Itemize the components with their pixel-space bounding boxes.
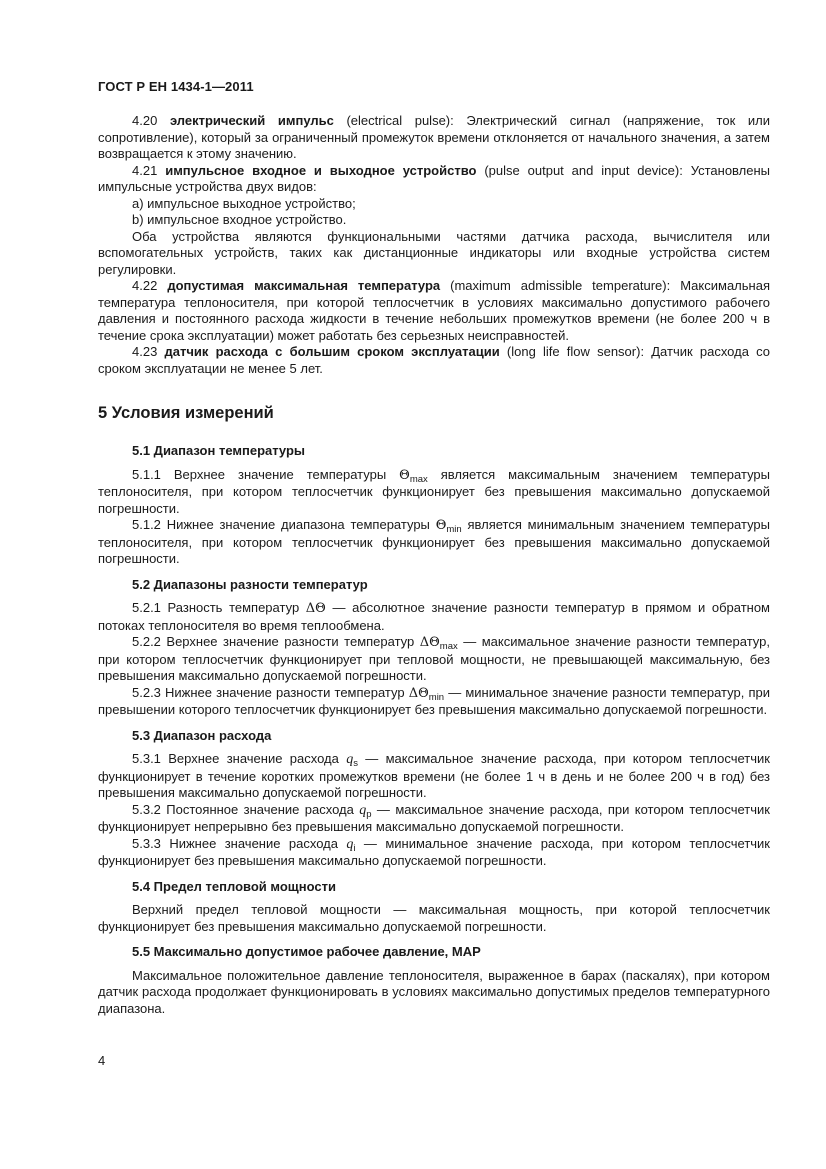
list-item: a) импульсное выходное устройство;: [132, 195, 356, 211]
document-body: [98, 113, 770, 1017]
theta-symbol: Θ: [435, 518, 447, 533]
section-title: 5 Условия измерений: [98, 404, 274, 422]
paragraph-5-3-1: 5.3.1 Верхнее значение расхода $q_s$ — максимальное значение расхода, при котором теплосчетчик функционирует в течение коротких промежутков времени (не более 1 ч в день и не более 200 ч в год) без превышения максимально допускаемой погрешности.: [98, 751, 770, 800]
paragraph-5-3-2: 5.3.2 Постоянное значение расхода $q_p$ — максимальное значение расхода, при котором теплосчетчик функционирует непрерывно без превышения максимально допускаемой погрешности.: [98, 801, 770, 834]
definition-4-20: 4.20 электрический импульс (electrical pulse): Электрический сигнал (напряжение, ток или сопротивление), который за ограниченный промежуток времени отклоняется от начального значения, а затем возвращается к этому значению.: [98, 113, 770, 161]
document-header: ГОСТ Р ЕН 1434-1—2011: [98, 79, 254, 94]
term: датчик расхода с большим сроком эксплуатации: [164, 344, 500, 359]
paragraph: Оба устройства являются функциональными частями датчика расхода, вычислителя или вспомогательных устройств, таких как дистанционные индикаторы или входные устройства систем регулировки.: [98, 228, 770, 277]
paragraph-5-1-2: 5.1.2 Нижнее значение диапазона температуры $\Theta_{min}$ является минимальным значением температуры теплоносителя, при котором теплосчетчик функционирует без превышения максимально допускаемой погрешности.: [98, 517, 770, 566]
term: импульсное входное и выходное устройство: [165, 162, 477, 178]
paragraph-5-5: Максимальное положительное давление теплоносителя, выраженное в барах (паскалях), при котором датчик расхода продолжает функционировать в условиях максимально допустимых пределов температурного диапазона.: [98, 967, 770, 1016]
subsection-title: 5.1 Диапазон температуры: [132, 443, 306, 458]
subsection-title: 5.5 Максимально допустимое рабочее давление, МАР: [132, 944, 481, 959]
flow-symbol: q: [359, 802, 367, 818]
list-item: b) импульсное входное устройство.: [132, 212, 347, 227]
paragraph-5-2-1: 5.2.1 Разность температур ΔΘ — абсолютное значение разности температур в прямом и обратном потоках теплоносителя во время теплообмена.: [98, 600, 770, 633]
definition-4-22: 4.22 допустимая максимальная температура (maximum admissible temperature): Максимальная температура теплоносителя, при которой теплосчетчик в условиях максимально допустимого рабочего давления и постоянного расхода жидкости в течение небольших промежутков времени (не более 200 ч в течение срока эксплуатации) может работать без серьезных неисправностей.: [98, 278, 770, 343]
subsection-title: 5.3 Диапазон расхода: [132, 727, 272, 743]
delta-theta-symbol: ΔΘ: [305, 601, 326, 616]
definition-4-23: 4.23 датчик расхода с большим сроком эксплуатации (long life flow sensor): Датчик расхода со сроком эксплуатации не менее 5 лет.: [98, 344, 771, 376]
definition-4-21: 4.21 импульсное входное и выходное устройство (pulse output and input device): Установлены импульсные устройства двух видов:: [98, 162, 770, 194]
flow-symbol: q: [346, 836, 354, 852]
paragraph-5-1-1: 5.1.1 Верхнее значение температуры $\Theta_{max}$ является максимальным значением температуры теплоносителя, при котором теплосчетчик функционирует без превышения максимально допускаемой погрешности.: [98, 466, 770, 516]
paragraph-5-3-3: 5.3.3 Нижнее значение расхода $q_i$ — минимальное значение расхода, при котором теплосчетчик функционирует без превышения максимально допускаемой погрешности.: [98, 835, 770, 868]
term: допустимая максимальная температура: [167, 278, 441, 293]
term: электрический импульс: [169, 113, 334, 128]
flow-symbol: q: [346, 752, 354, 767]
subsection-title: 5.4 Предел тепловой мощности: [132, 878, 336, 894]
page-number: 4: [98, 1053, 106, 1068]
paragraph-5-4: Верхний предел тепловой мощности — максимальная мощность, при которой теплосчетчик функционирует без превышения максимально допускаемой погрешности.: [98, 902, 770, 934]
paragraph-5-2-3: 5.2.3 Нижнее значение разности температур $\Delta\Theta_{min}$ — минимальное значение разности температур, при превышении которого теплосчетчик функционирует без превышения максимально допускаемой погрешности.: [98, 684, 770, 717]
subsection-title: 5.2 Диапазоны разности температур: [132, 576, 368, 592]
theta-symbol: Θ: [399, 467, 410, 483]
delta-theta-symbol: ΔΘ: [419, 635, 440, 650]
delta-theta-symbol: ΔΘ: [408, 685, 429, 701]
paragraph-5-2-2: 5.2.2 Верхнее значение разности температур $\Delta\Theta_{max}$ — максимальное значение разности температур, при котором теплосчетчик функционирует при тепловой мощности, не превышающей максимальную, без превышения максимально допускаемой погрешности.: [98, 634, 771, 683]
